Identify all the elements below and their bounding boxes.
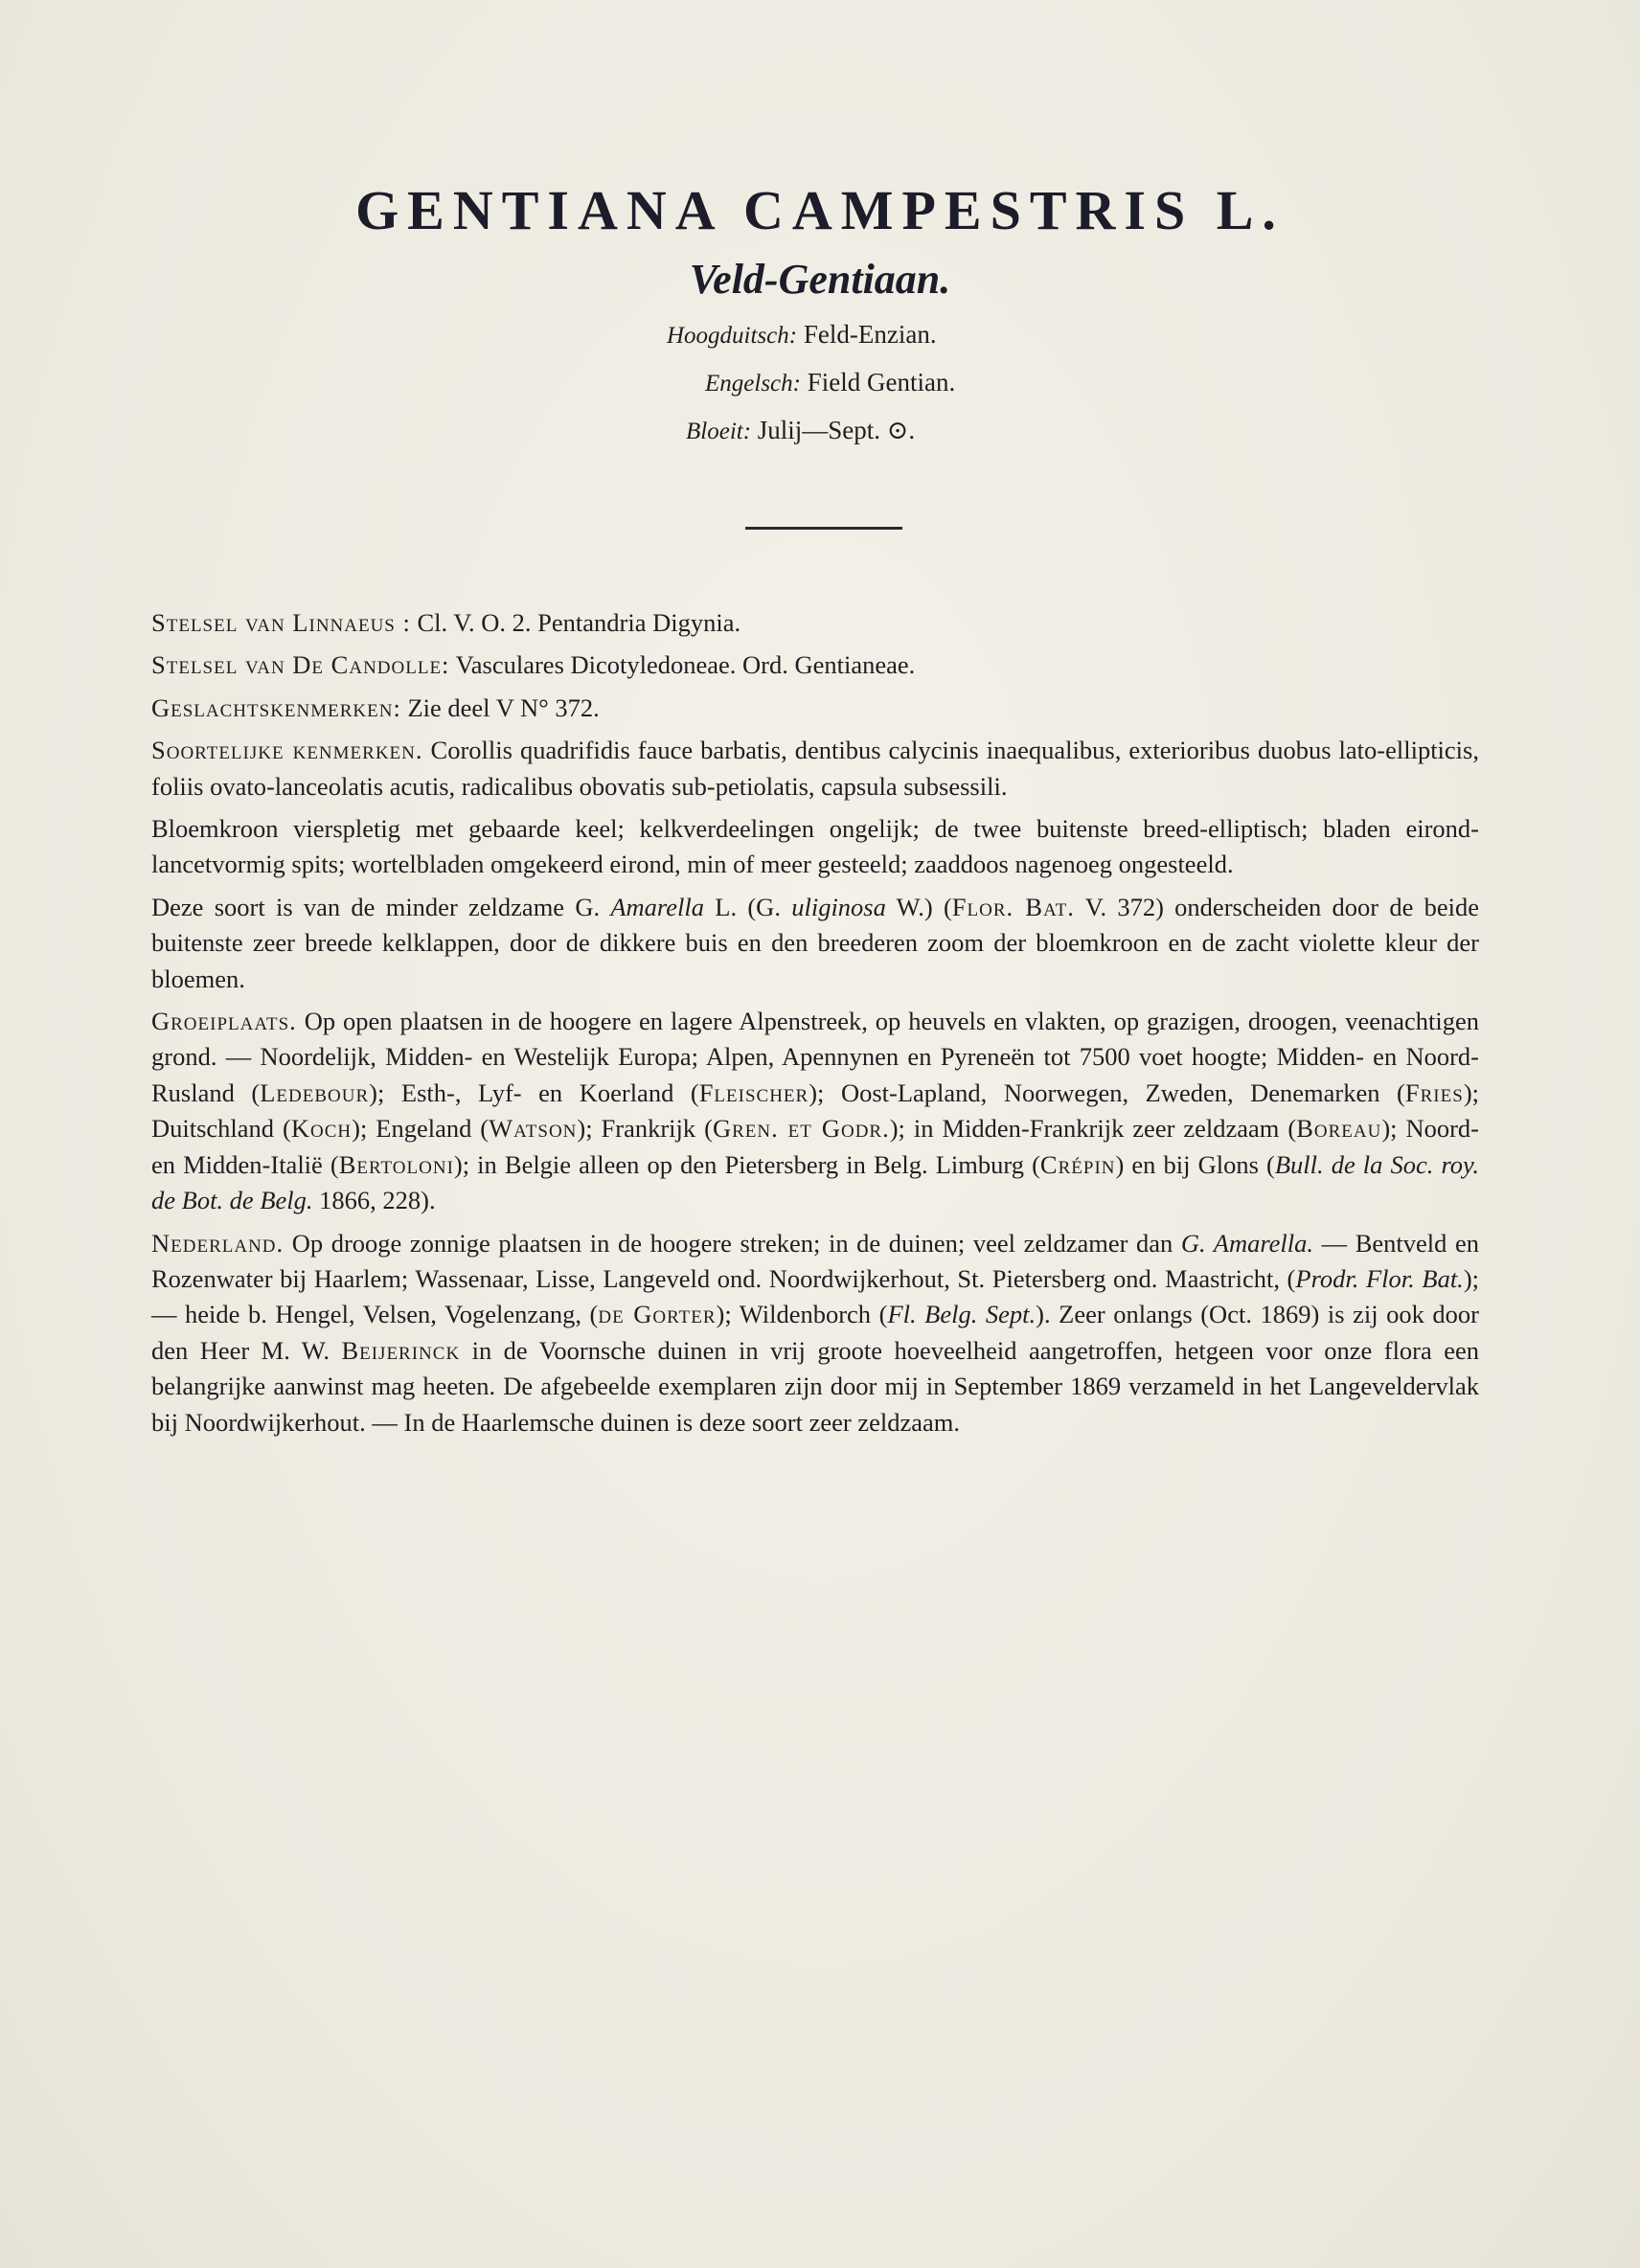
groei-text-1: Op open plaatsen in de hoogere en lagere Alpenstreek, op heuvels en vlakten, op grazigen, droogen, veenachtigen grond. — Noordelijk, Midden- en Westelijk Europa; Alpen, Apennynen en Pyreneën tot 7500 voet hoogte; Midden- en Noord-Rusland ( [151,1007,1479,1107]
candolle-text: Vasculares Dicotyledoneae. Ord. Gentianeae. [449,650,916,680]
nederland-text-2: — Bentveld en Rozenwater bij Haarlem; Wassenaar, Lisse, Langeveld ond. Noordwijkerhout, St. Pietersberg ond. Maastricht, ( [151,1228,1479,1293]
english-name-line [705,368,955,397]
groei-author-9: Crépin [1039,1149,1116,1179]
deze-text-4: V. 372) onderscheiden door de beide buitenste zeer breede kelklappen, door de dikkere buis en den breederen zoom der bloemkroon en de zacht violette kleur der bloemen. [151,892,1479,993]
nederland-text-1: Op drooge zonnige plaatsen in de hoogere streken; in de duinen; veel zeldzamer dan [284,1228,1181,1258]
german-name-label: Hoogduitsch: [667,323,798,349]
geslacht-text: Zie deel V N° 372. [400,692,600,722]
nederland-text-5: ). Zeer onlangs (Oct. 1869) is zij ook door den Heer M. W. [151,1300,1479,1365]
linnaeus-heading: Stelsel van Linnaeus : [151,608,411,637]
soort-heading: Soortelijke kenmerken. [151,736,423,765]
groei-text-7: ); in Midden-Frankrijk zeer zeldzaam ( [889,1114,1297,1144]
deze-text-3: W.) ( [885,892,952,921]
groei-citation: Bull. de la Soc. roy. de Bot. de Belg. [151,1149,1479,1215]
nederland-text-4: ); Wildenborch ( [716,1300,888,1329]
german-name-value: Feld-Enzian. [803,320,937,349]
deze-text-2: L. (G. [704,892,792,921]
deze-italic-1: Amarella [610,892,705,921]
groei-text-10: ) en bij Glons ( [1115,1149,1275,1179]
groei-text-2: ); Esth-, Lyf- en Koerland ( [369,1077,699,1107]
nederland-author-1: de Gorter [598,1300,717,1329]
nederland-italic-1: G. Amarella. [1180,1228,1314,1258]
groei-text-9: ); in Belgie alleen op den Pietersberg in Belg. Limburg ( [453,1149,1040,1179]
deze-text-1: Deze soort is van de minder zeldzame G. [151,892,611,921]
paragraph-nederland [151,1226,1479,1440]
description-body [151,605,1479,1447]
deze-italic-2: uliginosa [791,892,886,921]
groei-author-6: Gren. et Godr. [712,1114,890,1144]
nederland-author-2: Beijerinck [341,1335,461,1365]
bloom-value: Julij—Sept. ⊙. [757,416,916,444]
groei-author-5: Watson [489,1114,578,1144]
groei-text-8: ); Noord- en Midden-Italië ( [151,1114,1479,1179]
geslacht-heading: Geslachtskenmerken: [151,692,401,722]
candolle-heading: Stelsel van De Candolle: [151,650,450,680]
deze-smallcaps-1: Flor. Bat. [951,892,1075,921]
paragraph-deze [151,890,1479,997]
nederland-text-3: ); — heide b. Hengel, Velsen, Vogelenzang, ( [151,1263,1479,1329]
groei-author-8: Bertoloni [338,1149,454,1179]
german-name-line [667,320,937,350]
nederland-italic-3: Fl. Belg. Sept. [887,1300,1036,1329]
divider-rule [745,527,902,530]
groei-text-11: 1866, 228). [312,1186,436,1215]
groei-author-4: Koch [290,1114,353,1144]
paragraph-linnaeus [151,605,1479,641]
paragraph-groeiplaats [151,1004,1479,1218]
groei-heading: Groeiplaats. [151,1007,297,1036]
paragraph-geslacht [151,691,1479,726]
groei-text-3: ); Oost-Lapland, Noorwegen, Zweden, Denemarken ( [809,1077,1405,1107]
page-title: GENTIANA CAMPESTRIS L. [355,179,1285,241]
groei-text-5: ); Engeland ( [352,1114,490,1144]
groei-author-1: Ledebour [260,1077,370,1107]
soort-text: Corollis quadrifidis fauce barbatis, dentibus calycinis inaequalibus, exterioribus duobus lato-ellipticis, foliis ovato-lanceolatis acutis, radicalibus obovatis sub-petiolatis, capsula subsessili. [151,736,1479,801]
paragraph-soort [151,733,1479,805]
linnaeus-text: Cl. V. O. 2. Pentandria Digynia. [410,608,741,637]
groei-text-6: ); Frankrijk ( [577,1114,713,1144]
nederland-italic-2: Prodr. Flor. Bat. [1295,1263,1464,1293]
paragraph-candolle [151,647,1479,683]
page-subtitle: Veld-Gentiaan. [689,256,951,303]
paragraph-bloemkroon: Bloemkroon vierspletig met gebaarde keel; kelkverdeelingen ongelijk; de twee buitenste breed-elliptisch; bladen eirond-lancetvormig spits; wortelbladen omgekeerd eirond, min of meer gesteeld; zaaddoos nagenoeg ongesteeld. [151,814,1479,879]
groei-author-7: Boreau [1296,1114,1382,1144]
bloom-label: Bloeit: [686,419,752,444]
groei-author-3: Fries [1404,1077,1464,1107]
nederland-heading: Nederland. [151,1228,285,1258]
bloom-line [686,416,915,445]
english-name-value: Field Gentian. [807,368,956,397]
groei-author-2: Fleischer [698,1077,809,1107]
groei-text-4: ); Duitschland ( [151,1077,1479,1144]
nederland-text-6: in de Voornsche duinen in vrij groote hoeveelheid aangetroffen, hetgeen voor onze flora een belangrijke aanwinst mag heeten. De afgebeelde exemplaren zijn door mij in September 1869 verzameld in het Langeveldervlak bij Noordwijkerhout. — In de Haarlemsche duinen is deze soort zeer zeldzaam. [151,1335,1479,1437]
english-name-label: Engelsch: [705,371,801,397]
